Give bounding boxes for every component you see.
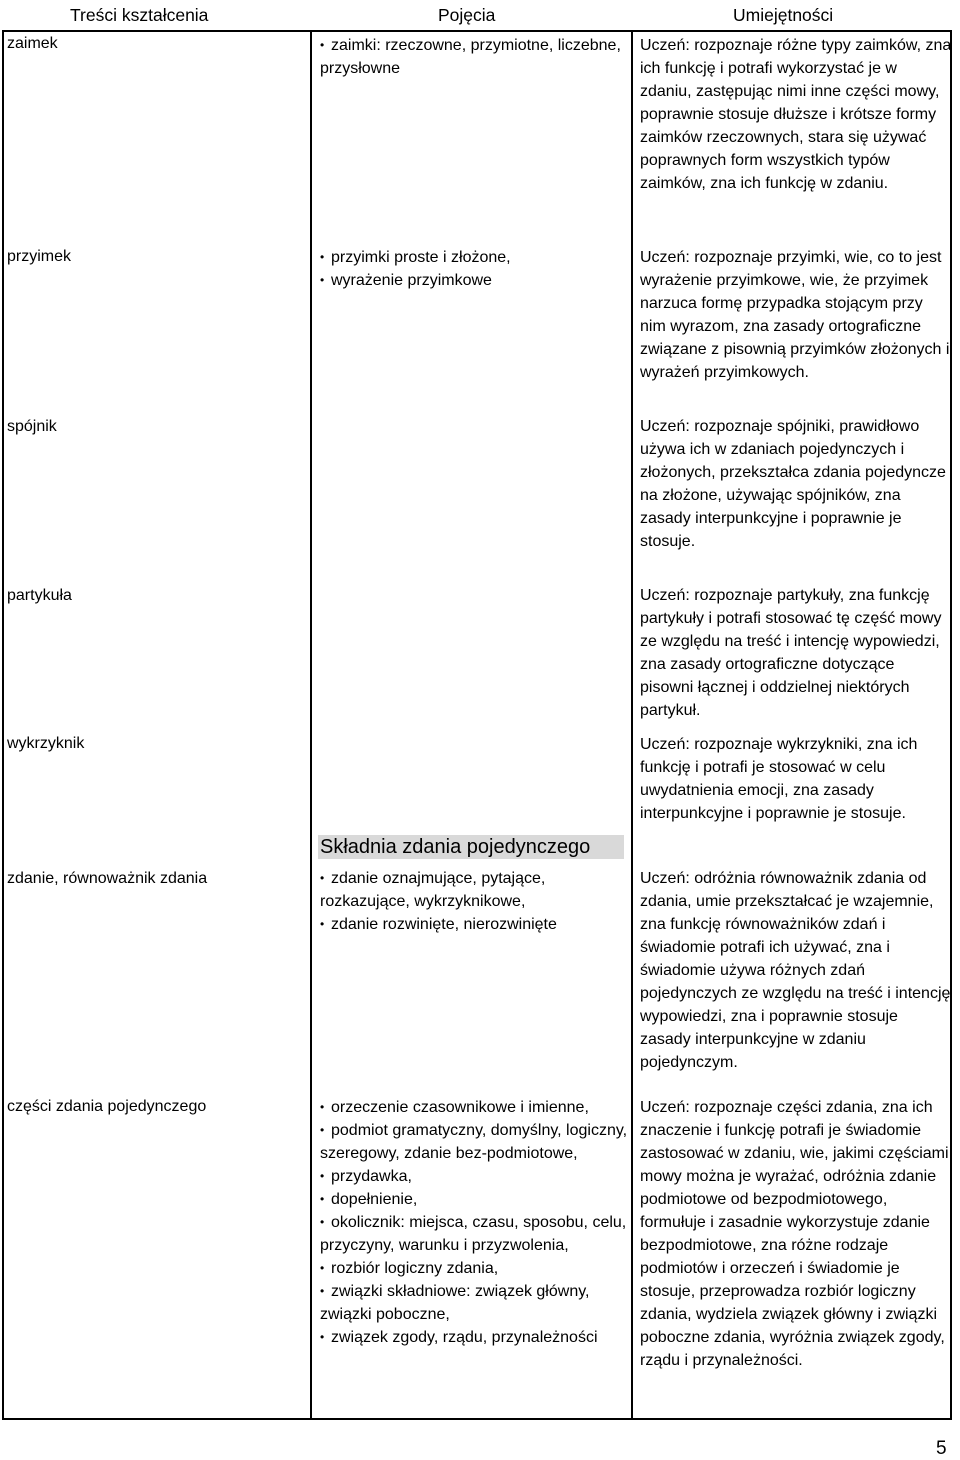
bullet-icon: • xyxy=(320,1100,325,1114)
list-item: • dopełnienie, xyxy=(320,1188,632,1211)
bullet-icon: • xyxy=(320,917,325,931)
bullet-icon: • xyxy=(320,250,325,264)
bullet-icon: • xyxy=(320,1284,325,1298)
bullet-icon: • xyxy=(320,1215,325,1229)
row-concepts-przyimek xyxy=(320,246,632,292)
row-skills-przyimek: Uczeń: rozpoznaje przyimki, wie, co to jest wyrażenie przyimkowe, wie, że przyimek narzuca formę przypadka stojącym przy nim wyrazom, zna zasady ortograficzne związane z pisownią przyimków złożonych i wyrażeń przyimkowych. xyxy=(640,249,950,381)
row-skills-partykula: Uczeń: rozpoznaje partykuły, zna funkcję partykuły i potrafi stosować tę część mowy ze względu na treść i intencję wypowiedzi, zna zasady ortograficzne dotyczące pisowni łącznej i oddzielnej niektórych partykuł. xyxy=(640,587,942,719)
row-concepts-zdanie xyxy=(320,867,632,936)
bullet-icon: • xyxy=(320,1192,325,1206)
bullet-icon: • xyxy=(320,38,325,52)
column-divider-1 xyxy=(310,30,312,1420)
row-skills-wykrzyknik: Uczeń: rozpoznaje wykrzykniki, zna ich funkcję i potrafi je stosować w celu uwydatnienia emocji, zna zasady interpunkcyjne i poprawnie je stosuje. xyxy=(640,736,918,822)
row-term-spojnik: spójnik xyxy=(7,418,57,435)
list-item: • zdanie oznajmujące, pytające, rozkazujące, wykrzyknikowe, xyxy=(320,867,632,913)
row-term-przyimek: przyimek xyxy=(7,248,72,265)
header-tresci: Treści kształcenia xyxy=(70,5,209,25)
row-skills-zaimek: Uczeń: rozpoznaje różne typy zaimków, zna ich funkcję i potrafi wykorzystać je w zdaniu, zastępując nimi inne części mowy, poprawnie stosuje dłuższe i krótsze formy zaimków rzeczownych, stara się używać poprawnych form wszystkich typów zaimków, zna ich funkcję w zdaniu. xyxy=(640,37,952,192)
bullet-icon: • xyxy=(320,1261,325,1275)
bullet-icon: • xyxy=(320,273,325,287)
list-item: • wyrażenie przyimkowe xyxy=(320,269,632,292)
row-term-czesci-zdania: części zdania pojedynczego xyxy=(7,1098,207,1115)
page-number: 5 xyxy=(936,1438,947,1459)
header-umiejetnosci: Umiejętności xyxy=(733,5,834,25)
header-pojecia: Pojęcia xyxy=(438,5,496,25)
row-skills-spojnik: Uczeń: rozpoznaje spójniki, prawidłowo używa ich w zdaniach pojedynczych i złożonych, przekształca zdania pojedyncze na złożone, używając spójników, zna zasady interpunkcyjne i poprawnie je stosuje. xyxy=(640,418,946,550)
list-item: • zdanie rozwinięte, nierozwinięte xyxy=(320,913,632,936)
bullet-icon: • xyxy=(320,1169,325,1183)
list-item: • rozbiór logiczny zdania, xyxy=(320,1257,632,1280)
list-item: • związek zgody, rządu, przynależności xyxy=(320,1326,632,1349)
list-item: • przyimki proste i złożone, xyxy=(320,246,632,269)
bullet-icon: • xyxy=(320,1123,325,1137)
bullet-icon: • xyxy=(320,1330,325,1344)
row-term-wykrzyknik: wykrzyknik xyxy=(7,735,85,752)
list-item: • zaimki: rzeczowne, przymiotne, liczebne, przysłowne xyxy=(320,34,632,80)
row-term-zaimek: zaimek xyxy=(7,35,58,52)
list-item: • związki składniowe: związek główny, związki poboczne, xyxy=(320,1280,632,1326)
list-item: • podmiot gramatyczny, domyślny, logiczny, szeregowy, zdanie bez-podmiotowe, xyxy=(320,1119,632,1165)
list-item: • okolicznik: miejsca, czasu, sposobu, celu, przyczyny, warunku i przyzwolenia, xyxy=(320,1211,632,1257)
row-concepts-czesci-zdania xyxy=(320,1096,632,1349)
list-item: • przydawka, xyxy=(320,1165,632,1188)
bullet-icon: • xyxy=(320,871,325,885)
row-term-zdanie: zdanie, równoważnik zdania xyxy=(7,870,208,887)
row-skills-zdanie: Uczeń: odróżnia równoważnik zdania od zdania, umie przekształcać je wzajemnie, zna funkcję równoważników zdań i świadomie potrafi ich używać, zna i świadomie używa różnych zdań pojedynczych ze względu na treść i intencję wypowiedzi, zna i poprawnie stosuje zasady interpunkcyjne w zdaniu pojedynczym. xyxy=(640,870,951,1071)
row-concepts-zaimek xyxy=(320,34,632,80)
list-item: • orzeczenie czasownikowe i imienne, xyxy=(320,1096,632,1119)
row-skills-czesci-zdania: Uczeń: rozpoznaje części zdania, zna ich znaczenie i funkcję potrafi je świadomie zastosować w zdaniu, wie, jakimi częściami mowy można je wyrażać, odróżnia zdanie podmiotowe od bezpodmiotowego, formułuje i zasadnie wykorzystuje zdanie bezpodmiotowe, zna różne rodzaje podmiotów i orzeczeń i świadomie je stosuje, przeprowadza rozbiór logiczny zdania, wydziela związek główny i związki poboczne zdania, wyróżnia związek zgody, rządu i przynależności. xyxy=(640,1099,949,1369)
section-title: Składnia zdania pojedynczego xyxy=(318,835,624,859)
row-term-partykula: partykuła xyxy=(7,587,72,604)
